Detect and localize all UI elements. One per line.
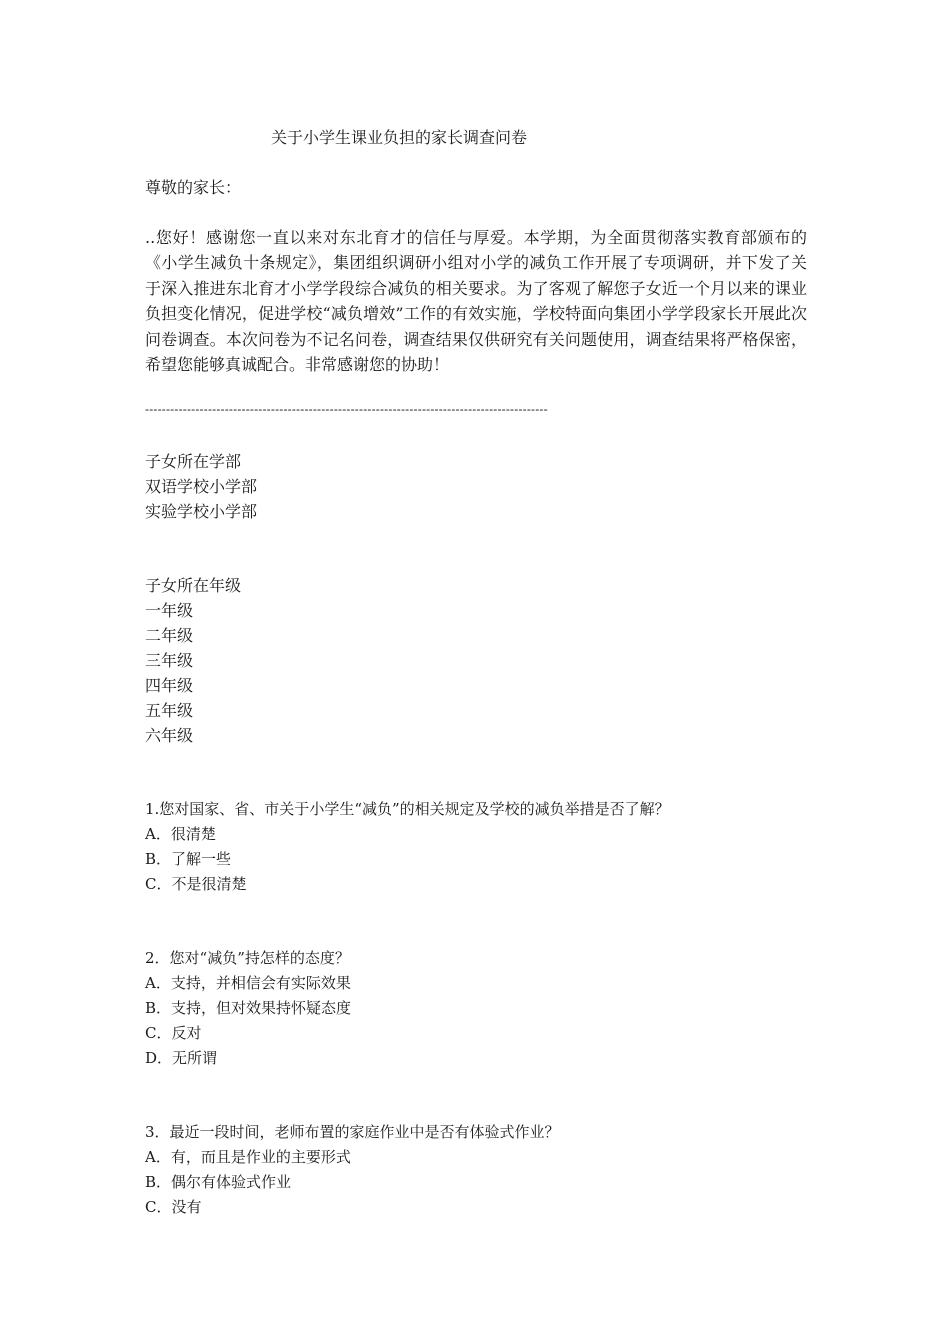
intro-paragraph: ..您好！感谢您一直以来对东北育才的信任与厚爱。本学期，为全面贯彻落实教育部颁布的《小学生减负十条规定》，集团组织调研小组对小学的减负工作开展了专项调研，并下发了关于深入推进东北育才小学学段综合减负的相关要求。为了客观了解您子女近一个月以来的课业负担变化情况，促进学校“减负增效”工作的有效实施，学校特面向集团小学学段家长开展此次问卷调查。本次问卷为不记名问卷，调查结果仅供研究有关问题使用，调查结果将严格保密，希望您能够真诚配合。非常感谢您的协助！ (145, 228, 807, 375)
department-label: 子女所在学部 (145, 452, 242, 471)
answer-option: B．偶尔有体验式作业 (145, 1173, 292, 1191)
answer-option: B．支持，但对效果持怀疑态度 (145, 999, 352, 1017)
greeting: 尊敬的家长： (145, 178, 242, 197)
answer-option: D．无所谓 (145, 1049, 218, 1067)
grade-label: 子女所在年级 (145, 576, 242, 595)
grade-option: 四年级 (145, 676, 194, 695)
answer-option: B．了解一些 (145, 850, 232, 868)
answer-option: C．反对 (145, 1024, 202, 1042)
grade-option: 二年级 (145, 626, 194, 645)
grade-option: 一年级 (145, 601, 194, 620)
department-option: 双语学校小学部 (145, 477, 258, 496)
answer-option: C．没有 (145, 1198, 202, 1216)
question-2 (145, 946, 351, 1071)
answer-option: A．有，而且是作业的主要形式 (145, 1148, 351, 1166)
grade-section (145, 573, 241, 748)
answer-option: A．支持，并相信会有实际效果 (145, 974, 351, 992)
question-1 (145, 797, 670, 897)
question-3 (145, 1120, 560, 1220)
page-title: 关于小学生课业负担的家长调查问卷 (271, 128, 528, 147)
department-section (145, 449, 257, 524)
answer-option: C．不是很清楚 (145, 875, 247, 893)
department-option: 实验学校小学部 (145, 502, 258, 521)
grade-option: 六年级 (145, 726, 194, 745)
grade-option: 五年级 (145, 701, 194, 720)
grade-option: 三年级 (145, 651, 194, 670)
question-text: 1.您对国家、省、市关于小学生“减负”的相关规定及学校的减负举措是否了解？ (145, 800, 670, 818)
question-text: 3．最近一段时间，老师布置的家庭作业中是否有体验式作业？ (145, 1123, 560, 1141)
question-text: 2．您对“减负”持怎样的态度？ (145, 949, 350, 967)
divider-line: ------------------------------------------------------------------------------------------------ (145, 402, 548, 416)
answer-option: A．很清楚 (145, 825, 216, 843)
